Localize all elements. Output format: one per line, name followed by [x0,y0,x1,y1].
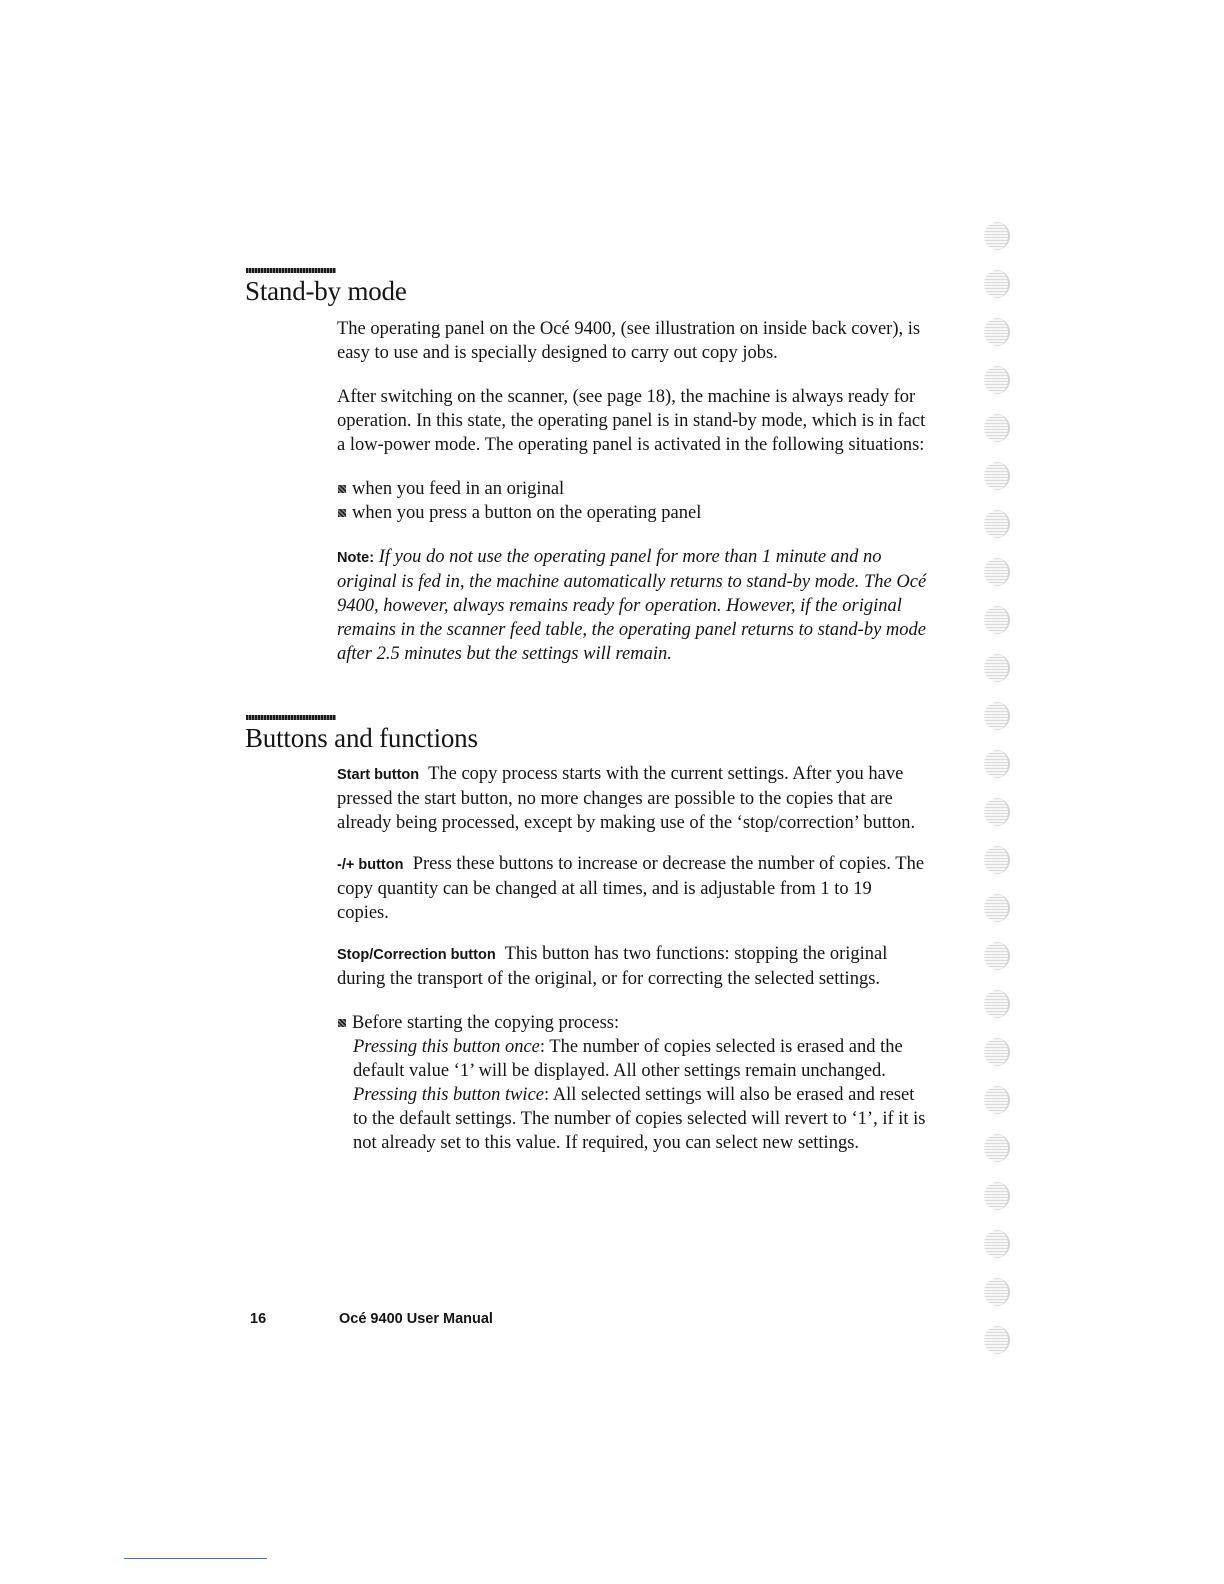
paragraph: After switching on the scanner, (see page 18), the machine is always ready for operation. In this state, the operating panel is in stand-by mode, which is in fact a low-power mode. The operating panel is activated in the following situations: [337,387,926,455]
binding-hole-icon [984,366,1010,394]
twice-description: Pressing this button twice: All selected settings will also be erased and reset to the default settings. The number of copies selected will revert to ‘1’, if it is not already set to this value. If required, you can select new settings. [353,1085,926,1153]
binding-hole-icon [984,1086,1010,1114]
square-bullet-icon [338,509,346,517]
square-bullet-icon [338,485,346,493]
term-label: -/+ button [337,857,404,873]
binding-hole-icon [984,654,1010,682]
note [337,545,927,666]
binding-hole-icon [984,1182,1010,1210]
binding-hole-icon [984,990,1010,1018]
binding-hole-icon [984,558,1010,586]
binding-hole-icon [984,1134,1010,1162]
binding-hole-icon [984,510,1010,538]
note-text: If you do not use the operating panel for more than 1 minute and no original is fed in, the machine automatically returns to stand-by mode. The Océ 9400, however, always remains ready for operation. However, if the original remains in the scanner feed table, the operating panel returns to stand-by mode after 2.5 minutes but the settings will remain. [337,547,927,664]
term-label: Stop/Correction button [337,947,496,963]
term-label: Start button [337,767,420,783]
binding-hole-icon [984,798,1010,826]
binding-hole-icon [984,318,1010,346]
bottom-divider [124,1558,267,1559]
note-label: Note: [337,550,375,566]
binding-hole-icon [984,1278,1010,1306]
binding-hole-icon [984,1326,1010,1354]
section-heading-buttons: Buttons and functions [245,723,478,753]
paragraph: The operating panel on the Océ 9400, (see illustration on inside back cover), is easy to use and is specially designed to carry out copy jobs. [337,319,921,363]
binding-holes [980,210,1020,1370]
section-rule [246,715,336,720]
list-item: when you press a button on the operating panel [337,501,927,525]
binding-hole-icon [984,894,1010,922]
bullet-list [337,477,927,525]
binding-hole-icon [984,462,1010,490]
footer-title: Océ 9400 User Manual [339,1311,493,1327]
binding-hole-icon [984,750,1010,778]
buttons-body [337,762,927,1155]
section-heading-standby: Stand-by mode [245,276,407,306]
binding-hole-icon [984,846,1010,874]
square-bullet-icon [338,1019,346,1027]
binding-hole-icon [984,1230,1010,1258]
binding-hole-icon [984,606,1010,634]
list-item: Before starting the copying process: [337,1011,927,1035]
page-number: 16 [250,1311,267,1327]
standby-body [337,317,927,666]
section-rule [246,268,336,273]
binding-hole-icon [984,942,1010,970]
binding-hole-icon [984,270,1010,298]
binding-hole-icon [984,222,1010,250]
binding-hole-icon [984,702,1010,730]
plusminus-button-description: -/+ button Press these buttons to increase or decrease the number of copies. The copy quantity can be changed at all times, and is adjustable from 1 to 19 copies. [337,854,925,923]
binding-hole-icon [984,1038,1010,1066]
binding-hole-icon [984,414,1010,442]
stop-button-description: Stop/Correction button This button has two functions: stopping the original during the transport of the original, or for correcting the selected settings. [337,944,888,989]
list-item: when you feed in an original [337,477,927,501]
once-description: Pressing this button once: The number of copies selected is erased and the default value ‘1’ will be displayed. All other settings remain unchanged. [353,1037,903,1081]
start-button-description: Start button The copy process starts with the current settings. After you have pressed the start button, no more changes are possible to the copies that are already being processed, except by making use of the ‘stop/correction’ button. [337,764,916,833]
